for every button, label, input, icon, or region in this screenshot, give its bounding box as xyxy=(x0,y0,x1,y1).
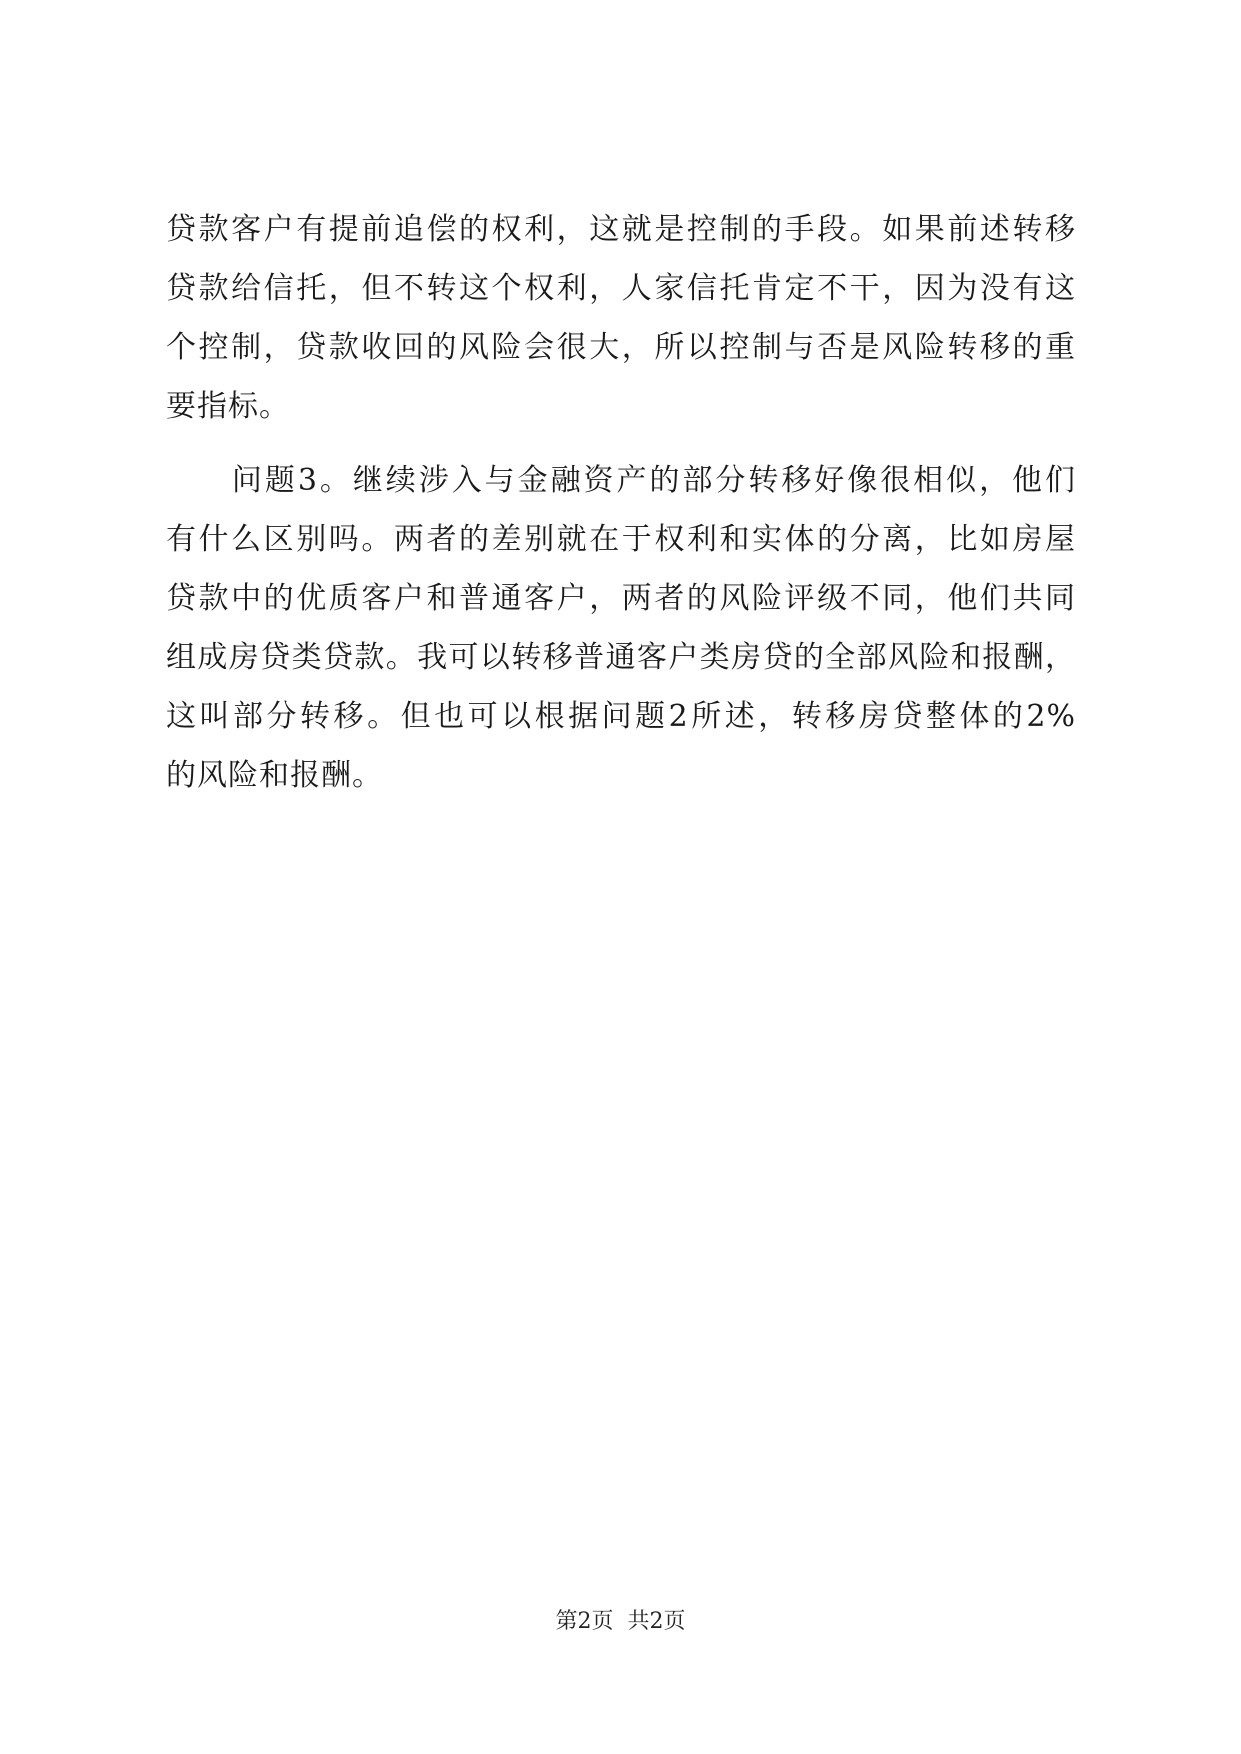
document-body xyxy=(166,200,1076,805)
text-line: 问题3。继续涉入与金融资产的部分转移好像很相似，他们 xyxy=(166,463,1076,498)
paragraph-spacer xyxy=(166,436,1076,451)
text-line: 贷款给信托，但不转这个权利，人家信托肯定不干，因为没有这 xyxy=(166,271,1076,306)
paragraph-1 xyxy=(166,200,1076,436)
text-line: 贷款客户有提前追偿的权利，这就是控制的手段。如果前述转移 xyxy=(166,212,1076,247)
paragraph-2 xyxy=(166,451,1076,805)
page-footer: 第2页 共2页 xyxy=(555,1609,686,1634)
text-line: 组成房贷类贷款。我可以转移普通客户类房贷的全部风险和报酬， xyxy=(166,640,1076,675)
text-line: 有什么区别吗。两者的差别就在于权利和实体的分离，比如房屋 xyxy=(166,522,1076,557)
text-line: 个控制，贷款收回的风险会很大，所以控制与否是风险转移的重 xyxy=(166,330,1076,365)
text-line: 贷款中的优质客户和普通客户，两者的风险评级不同，他们共同 xyxy=(166,581,1076,616)
text-line: 这叫部分转移。但也可以根据问题2所述，转移房贷整体的2% xyxy=(166,699,1076,734)
text-line: 要指标。 xyxy=(166,389,290,424)
text-line: 的风险和报酬。 xyxy=(166,758,383,793)
